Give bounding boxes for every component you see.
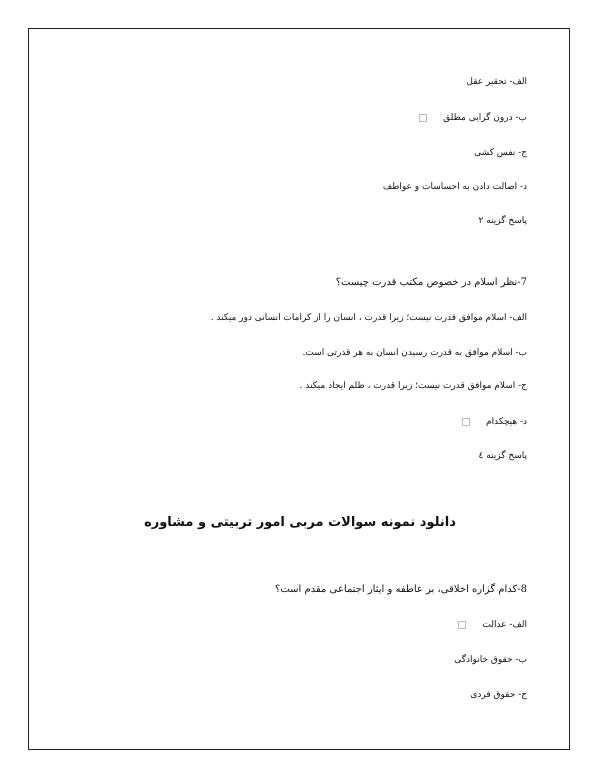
q7-question-text: 7-نظر اسلام در خصوص مکتب قدرت چیست؟ <box>335 277 527 288</box>
q7-option-d-text: د- هیچکدام <box>486 417 527 427</box>
q6-answer <box>479 215 527 227</box>
q8-option-a <box>458 619 527 631</box>
q8-option-b <box>454 654 527 666</box>
q6-option-d <box>383 181 527 193</box>
q8-option-b-text: ب- حقوق خانوادگی <box>454 655 527 665</box>
q7-question <box>336 277 527 289</box>
q8-question <box>275 584 527 596</box>
q7-answer <box>479 450 527 462</box>
q8-option-c-text: ج- حقوق فردی <box>470 690 527 700</box>
checkbox-icon <box>458 621 466 629</box>
q7-option-c-text: ج- اسلام موافق قدرت نیست؛ زیرا قدرت ، ظلم ایجاد میکند . <box>299 381 527 391</box>
q6-option-a <box>466 76 527 88</box>
q6-answer-text: پاسخ گزینه ۲ <box>478 216 527 226</box>
checkbox-icon <box>419 114 427 122</box>
q7-option-a-text: الف- اسلام موافق قدرت نیست؛ زیرا قدرت ، انسان را از کرامات انسانی دور میکند . <box>210 313 527 323</box>
q7-option-a <box>211 312 527 324</box>
q8-option-a-text: الف- عدالت <box>482 620 527 630</box>
q8-question-text: 8-کدام گزاره اخلاقی، بر عاطفه و ایثار اجتماعی مقدم است؟ <box>275 584 527 595</box>
q6-option-d-text: د- اصالت دادن به احساسات و عواطف <box>382 182 527 192</box>
section-heading: دانلود نمونه سوالات مربی امور تربیتی و مشاوره <box>144 515 456 530</box>
q8-option-c <box>470 689 527 701</box>
q7-answer-text: پاسخ گزینه ٤ <box>478 451 527 461</box>
q7-option-c <box>300 380 527 392</box>
q7-option-b-text: ب- اسلام موافق به قدرت رسیدن انسان به هر قدرتی است. <box>302 348 527 358</box>
q6-option-b-text: ب- درون گرایی مطلق <box>443 113 527 123</box>
checkbox-icon <box>462 418 470 426</box>
q6-option-b <box>419 112 527 124</box>
q7-option-d <box>462 416 527 428</box>
q7-option-b <box>302 347 527 359</box>
q6-option-a-text: الف- تحقیر عقل <box>466 77 527 87</box>
q6-option-c <box>474 147 527 159</box>
q6-option-c-text: ج- نفس کشی <box>474 148 527 158</box>
